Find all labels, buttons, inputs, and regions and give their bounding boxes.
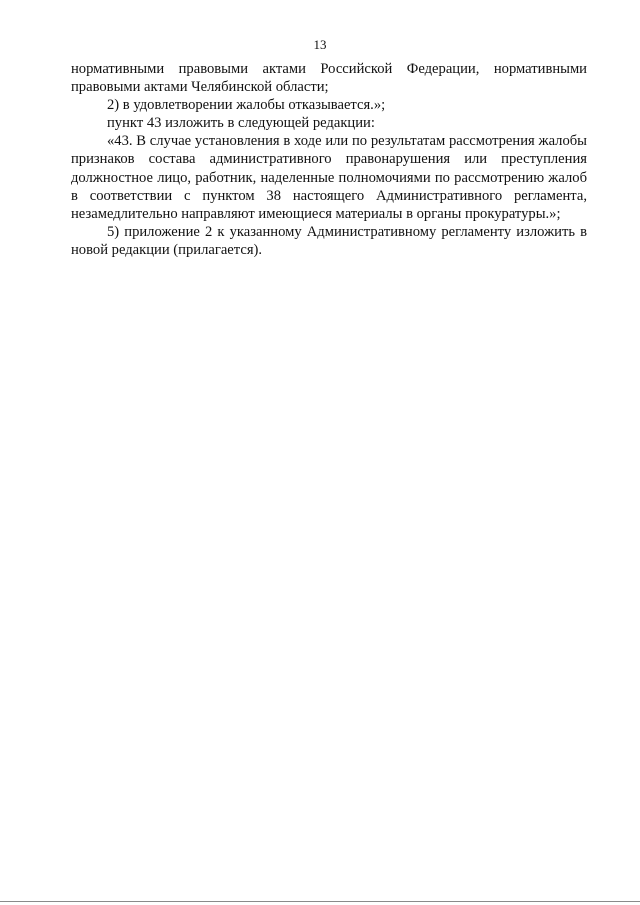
- paragraph-point-43-text: «43. В случае установления в ходе или по результатам рассмотрения жалобы признаков состава административного правонарушения или преступления должностное лицо, работник, наделенные полномочиями по рассмотрению жалоб в соответствии с пунктом 38 настоящего Административного регламента, незамедлительно направляют имеющиеся материалы в органы прокуратуры.»;: [71, 133, 587, 222]
- bottom-edge-line: [0, 901, 640, 902]
- paragraph-point-43-intro: пункт 43 изложить в следующей редакции:: [107, 115, 375, 132]
- paragraph-continuation: нормативными правовыми актами Российской Федерации, нормативными правовыми актами Челябинской области;: [71, 61, 587, 96]
- paragraph-item-2: 2) в удовлетворении жалобы отказывается.»;: [107, 97, 386, 114]
- page-number: 13: [313, 37, 327, 52]
- paragraph-item-5: 5) приложение 2 к указанному Административному регламенту изложить в новой редакции (прилагается).: [71, 223, 587, 258]
- document-body: [71, 60, 587, 259]
